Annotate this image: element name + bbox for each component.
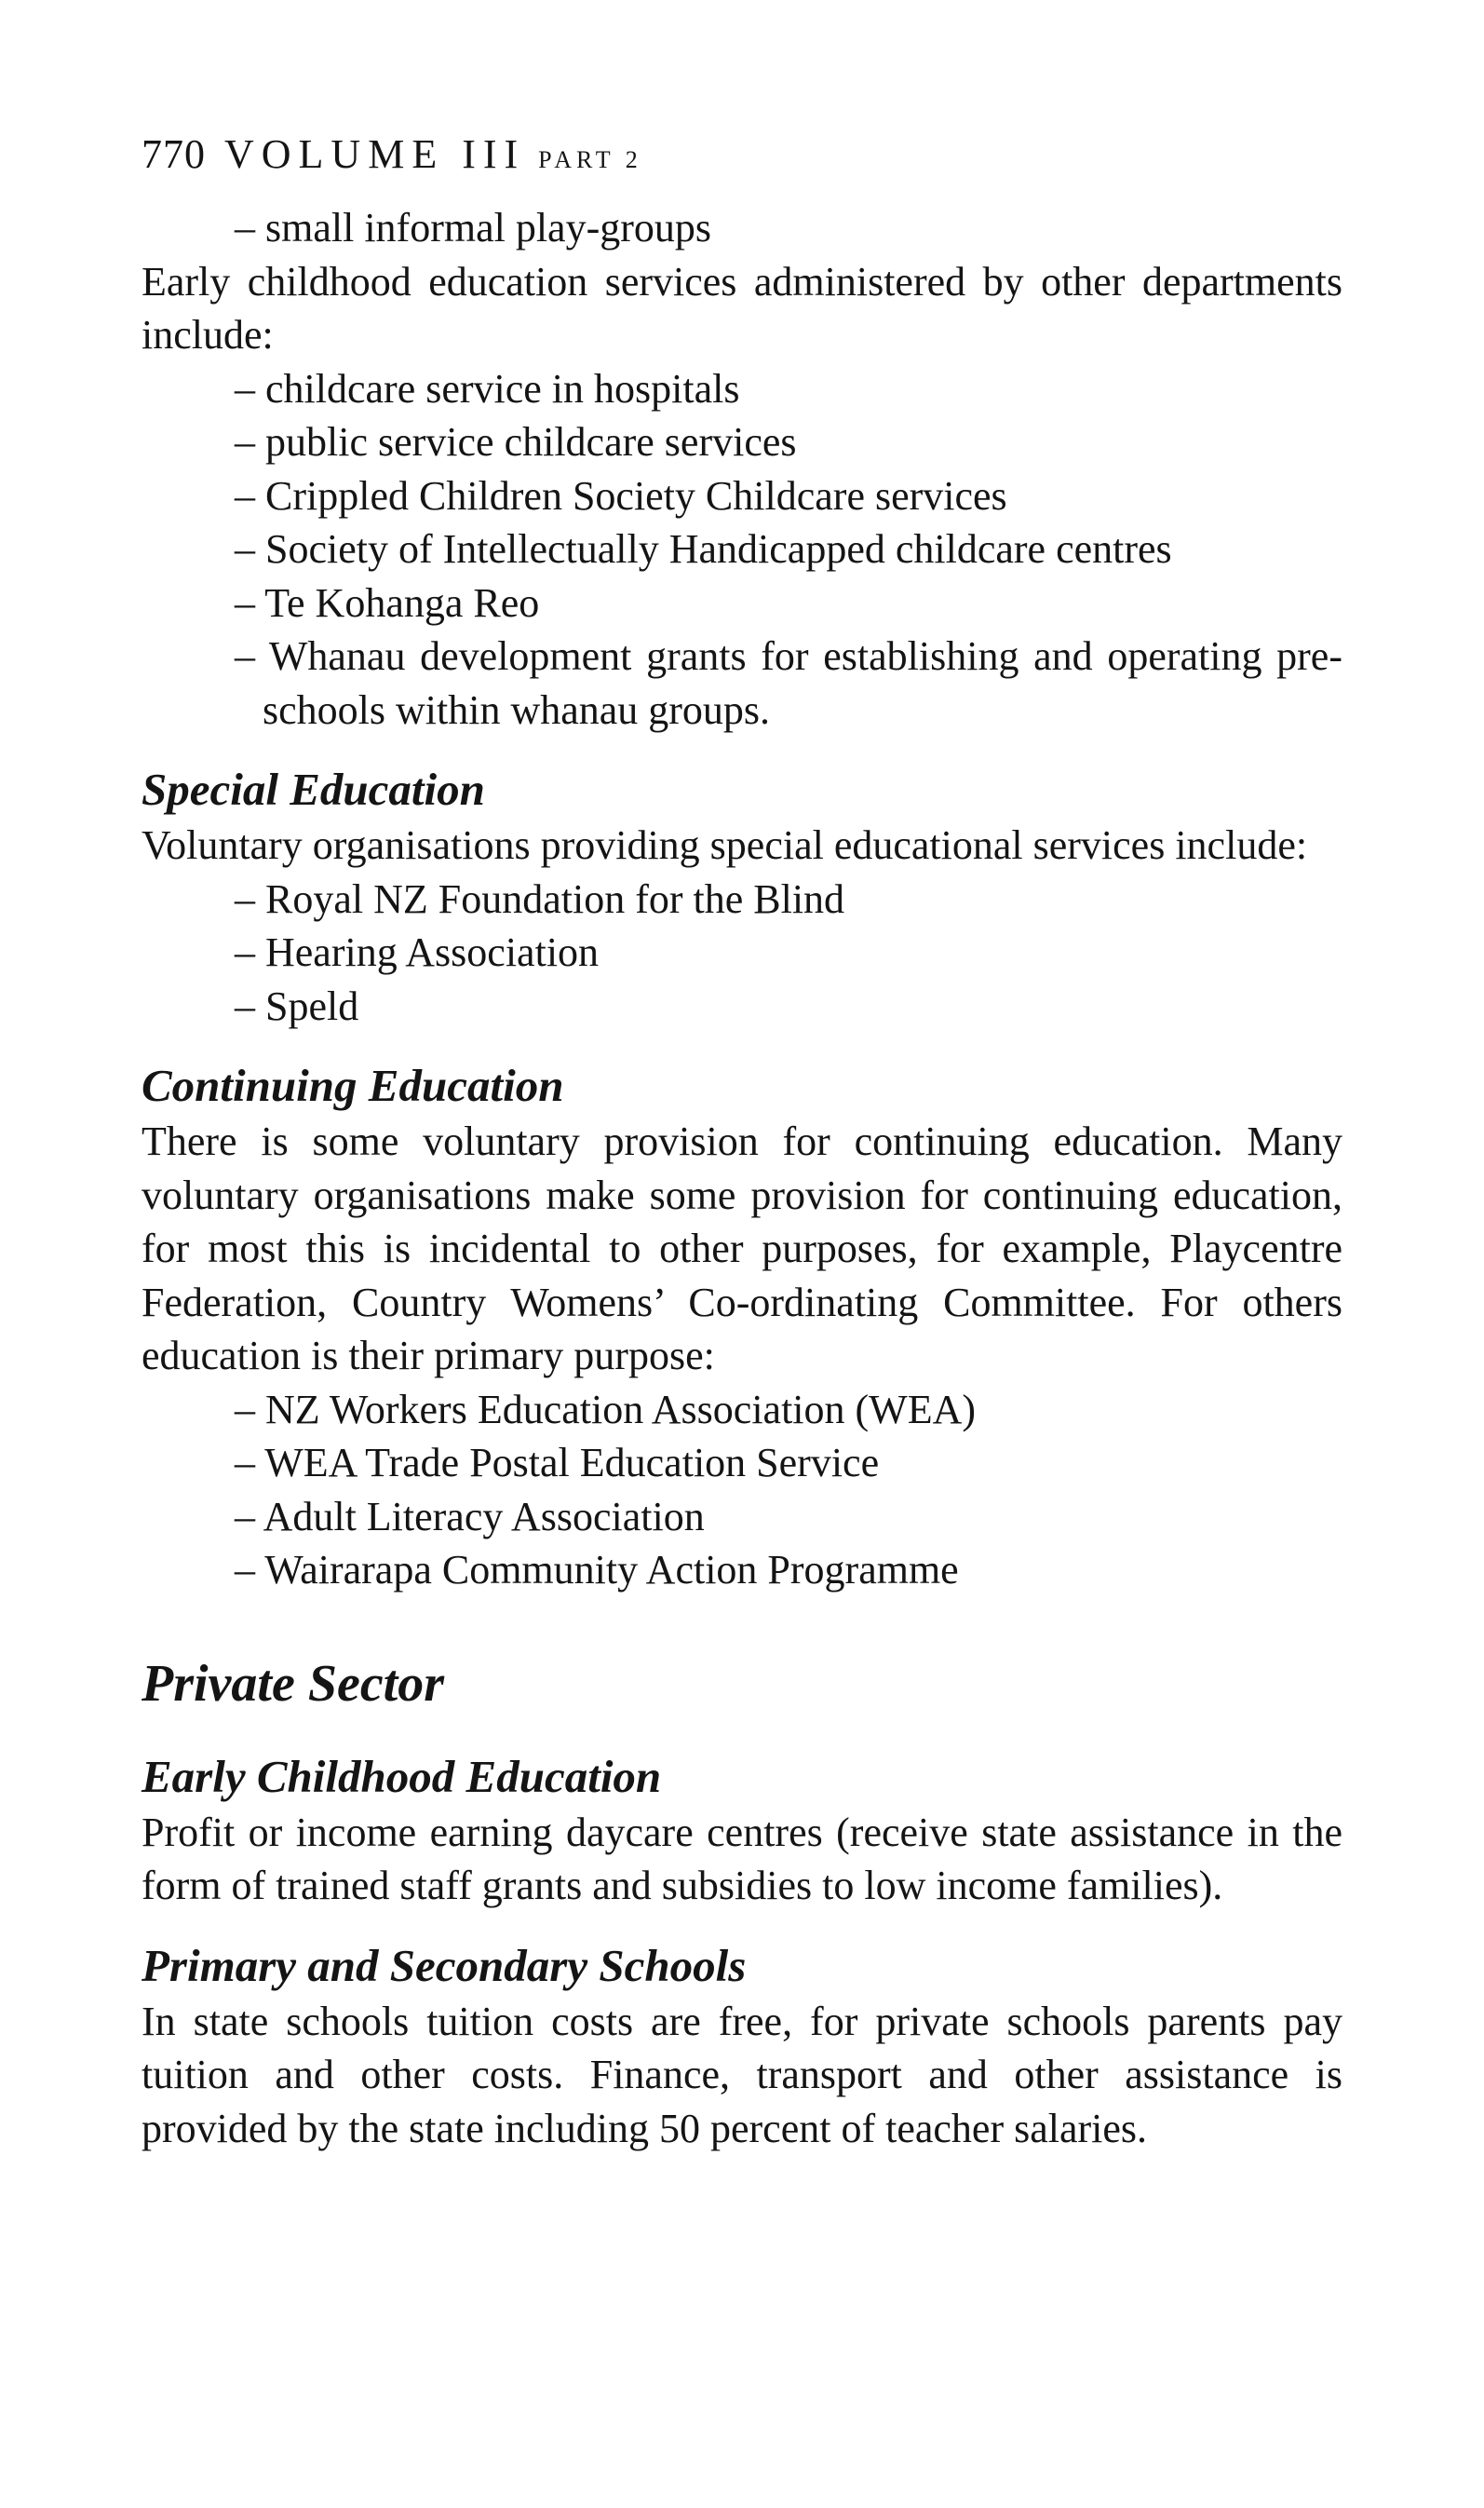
- paragraph: There is some voluntary provision for continuing education. Many voluntary organisations make some provision for continuing education, for most this is incidental to other purposes, for example, Playcentre Federation, Country Womens’ Co-ordinating Committee. For others education is their primary purpose:: [142, 1118, 1342, 1378]
- private-sector-heading: Private Sector: [142, 1654, 445, 1713]
- special-education-section: [142, 819, 1342, 1033]
- primary-secondary-schools-heading: Primary and Secondary Schools: [142, 1939, 747, 1991]
- part-label: PART 2: [538, 146, 642, 173]
- list-item: – Hearing Association: [235, 929, 600, 975]
- list-item: – childcare service in hospitals: [235, 365, 740, 412]
- top-list: [142, 201, 1342, 255]
- list-item: – Speld: [235, 983, 359, 1029]
- list-item: – small informal play-groups: [235, 205, 712, 251]
- list-item: – Society of Intellectually Handicapped childcare centres: [235, 526, 1172, 572]
- list-item: – public service childcare services: [235, 419, 797, 465]
- early-childhood-other-departments: [142, 255, 1342, 738]
- paragraph: Early childhood education services administered by other departments include:: [142, 258, 1342, 358]
- special-education-heading: Special Education: [142, 764, 485, 815]
- page-number: 770: [142, 131, 206, 177]
- list-item: – Te Kohanga Reo: [235, 579, 540, 626]
- paragraph: In state schools tuition costs are free, for private schools parents pay tuition and other costs. Finance, transport and other assistance is provided by the state including 50 percent of teacher salaries.: [142, 1998, 1342, 2151]
- list-item: – Royal NZ Foundation for the Blind: [235, 875, 845, 922]
- volume-label: VOLUME III: [224, 131, 526, 177]
- continuing-education-heading: Continuing Education: [142, 1060, 564, 1111]
- list-item: – Whanau development grants for establishing and operating pre-schools within whanau groups.: [235, 633, 1342, 733]
- list-item: – Adult Literacy Association: [235, 1493, 705, 1539]
- document-page: [142, 129, 1342, 2155]
- continuing-education-section: [142, 1115, 1342, 1597]
- paragraph: Profit or income earning daycare centres (receive state assistance in the form of trained staff grants and subsidies to low income families).: [142, 1809, 1342, 1908]
- early-childhood-education-heading: Early Childhood Education: [142, 1750, 662, 1802]
- list-item: – Crippled Children Society Childcare services: [235, 472, 1007, 519]
- list-item: – Wairarapa Community Action Programme: [235, 1547, 959, 1593]
- paragraph: Voluntary organisations providing special educational services include:: [142, 822, 1308, 868]
- list-item: – WEA Trade Postal Education Service: [235, 1440, 880, 1485]
- running-head: [142, 129, 1342, 181]
- list-item: – NZ Workers Education Association (WEA): [235, 1386, 977, 1432]
